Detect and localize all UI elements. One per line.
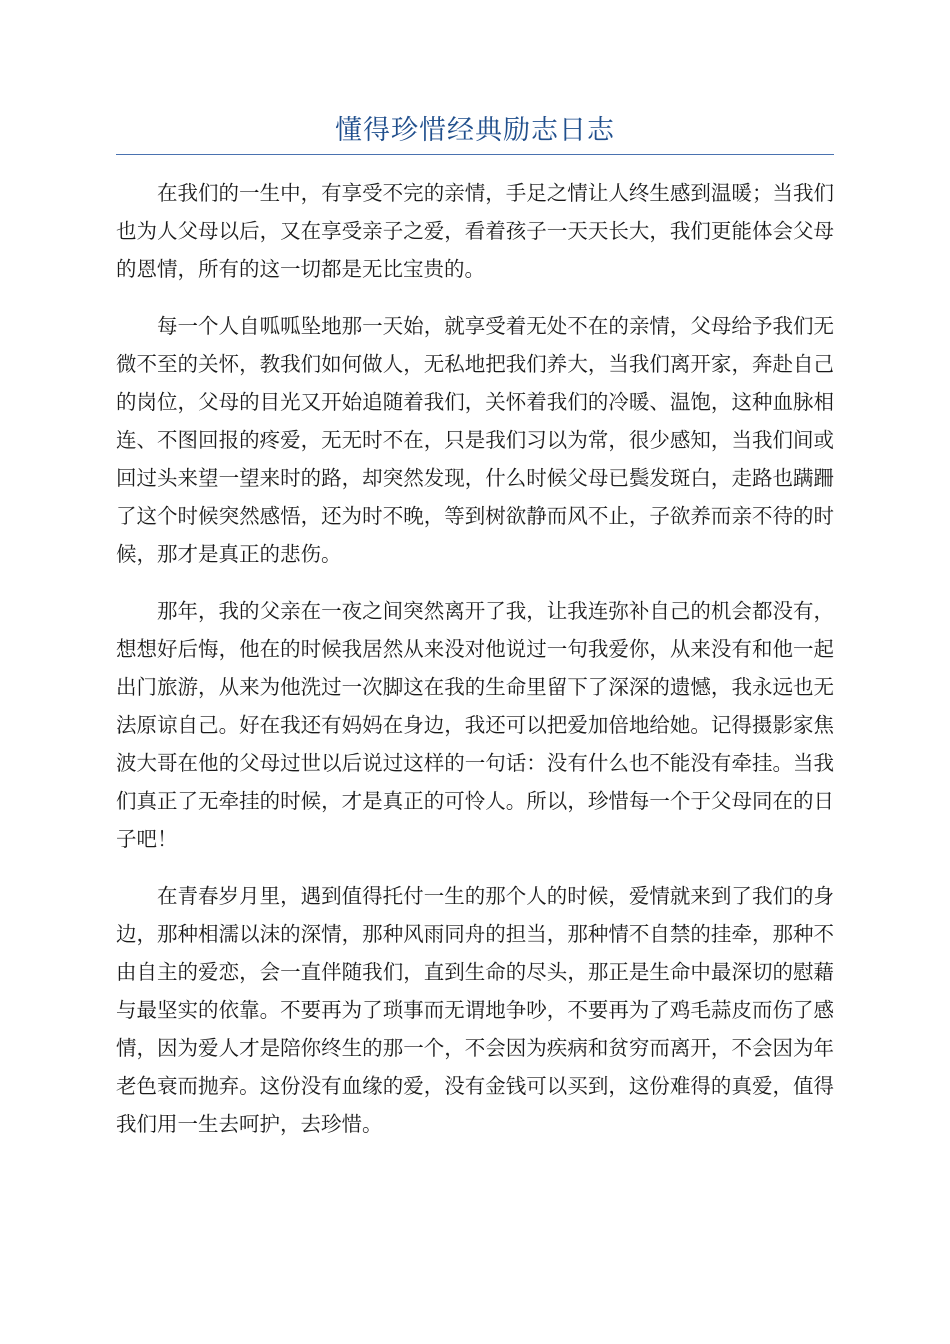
paragraph-3: 那年，我的父亲在一夜之间突然离开了我，让我连弥补自己的机会都没有，想想好后悔，他在的时候我居然从来没对他说过一句我爱你，从来没有和他一起出门旅游，从来为他洗过一次脚这在我的生命里留下了深深的遗憾，我永远也无法原谅自己。好在我还有妈妈在身边，我还可以把爱加倍地给她。记得摄影家焦波大哥在他的父母过世以后说过这样的一句话：没有什么也不能没有牵挂。当我们真正了无牵挂的时候，才是真正的可怜人。所以，珍惜每一个于父母同在的日子吧！ — [116, 599, 834, 851]
document-title: 懂得珍惜经典励志日志 — [335, 115, 615, 146]
document-body — [116, 174, 834, 1162]
paragraph-2: 每一个人自呱呱坠地那一天始，就享受着无处不在的亲情，父母给予我们无微不至的关怀，教我们如何做人，无私地把我们养大，当我们离开家，奔赴自己的岗位，父母的目光又开始追随着我们，关怀着我们的冷暖、温饱，这种血脉相连、不图回报的疼爱，无无时不在，只是我们习以为常，很少感知，当我们间或回过头来望一望来时的路，却突然发现，什么时候父母已鬓发斑白，走路也蹒跚了这个时候突然感悟，还为时不晚，等到树欲静而风不止，子欲养而亲不待的时候，那才是真正的悲伤。 — [116, 314, 834, 566]
title-underline — [116, 154, 834, 155]
paragraph-1: 在我们的一生中，有享受不完的亲情，手足之情让人终生感到温暖；当我们也为人父母以后，又在享受亲子之爱，看着孩子一天天长大，我们更能体会父母的恩情，所有的这一切都是无比宝贵的。 — [116, 181, 834, 281]
paragraph-4: 在青春岁月里，遇到值得托付一生的那个人的时候，爱情就来到了我们的身边，那种相濡以沫的深情，那种风雨同舟的担当，那种情不自禁的挂牵，那种不由自主的爱恋，会一直伴随我们，直到生命的尽头，那正是生命中最深切的慰藉与最坚实的依靠。不要再为了琐事而无谓地争吵，不要再为了鸡毛蒜皮而伤了感情，因为爱人才是陪你终生的那一个，不会因为疾病和贫穷而离开，不会因为年老色衰而抛弃。这份没有血缘的爱，没有金钱可以买到，这份难得的真爱，值得我们用一生去呵护，去珍惜。 — [116, 884, 834, 1136]
